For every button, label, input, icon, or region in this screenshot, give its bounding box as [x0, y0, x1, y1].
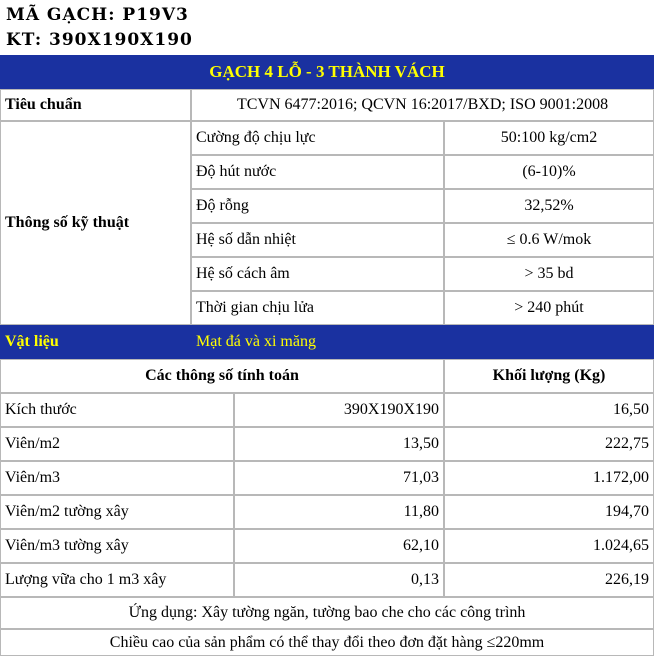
spec-value: > 35 bd: [444, 257, 654, 291]
calc-row-weight: 222,75: [444, 427, 654, 461]
brick-size-heading: KT: 390X190X190: [6, 30, 193, 50]
spec-name: Hệ số dẫn nhiệt: [191, 223, 444, 257]
specs-label: Thông số kỹ thuật: [0, 121, 191, 325]
height-note: Chiều cao của sản phẩm có thể thay đổi theo đơn đặt hàng ≤220mm: [0, 629, 654, 656]
calc-row-value: 62,10: [234, 529, 444, 563]
spec-name: Hệ số cách âm: [191, 257, 444, 291]
calc-row-weight: 194,70: [444, 495, 654, 529]
calc-row-weight: 1.024,65: [444, 529, 654, 563]
calc-row-weight: 16,50: [444, 393, 654, 427]
calc-row-weight: 226,19: [444, 563, 654, 597]
spec-value: ≤ 0.6 W/mok: [444, 223, 654, 257]
calc-row-name: Lượng vữa cho 1 m3 xây: [0, 563, 234, 597]
product-title: GẠCH 4 LỖ - 3 THÀNH VÁCH: [0, 55, 654, 89]
spec-name: Độ rỗng: [191, 189, 444, 223]
calc-row-weight: 1.172,00: [444, 461, 654, 495]
calc-row-value: 11,80: [234, 495, 444, 529]
material-label: Vật liệu: [0, 325, 191, 359]
spec-name: Cường độ chịu lực: [191, 121, 444, 155]
calc-row-name: Viên/m2 tường xây: [0, 495, 234, 529]
calc-row-value: 71,03: [234, 461, 444, 495]
calc-params-header: Các thông số tính toán: [0, 359, 444, 393]
spec-value: 50:100 kg/cm2: [444, 121, 654, 155]
standard-label: Tiêu chuẩn: [0, 89, 191, 121]
calc-weight-header: Khối lượng (Kg): [444, 359, 654, 393]
calc-row-name: Viên/m3: [0, 461, 234, 495]
calc-row-value: 390X190X190: [234, 393, 444, 427]
spec-name: Độ hút nước: [191, 155, 444, 189]
calc-row-name: Viên/m2: [0, 427, 234, 461]
calc-row-value: 13,50: [234, 427, 444, 461]
material-value: Mạt đá và xi măng: [191, 325, 654, 359]
spec-value: 32,52%: [444, 189, 654, 223]
spec-name: Thời gian chịu lửa: [191, 291, 444, 325]
calc-row-name: Viên/m3 tường xây: [0, 529, 234, 563]
spec-value: (6-10)%: [444, 155, 654, 189]
calc-row-name: Kích thước: [0, 393, 234, 427]
application-note: Ứng dụng: Xây tường ngăn, tường bao che cho các công trình: [0, 597, 654, 629]
spec-value: > 240 phút: [444, 291, 654, 325]
brick-code-heading: MÃ GẠCH: P19V3: [6, 5, 189, 25]
standard-value: TCVN 6477:2016; QCVN 16:2017/BXD; ISO 9001:2008: [191, 89, 654, 121]
calc-row-value: 0,13: [234, 563, 444, 597]
